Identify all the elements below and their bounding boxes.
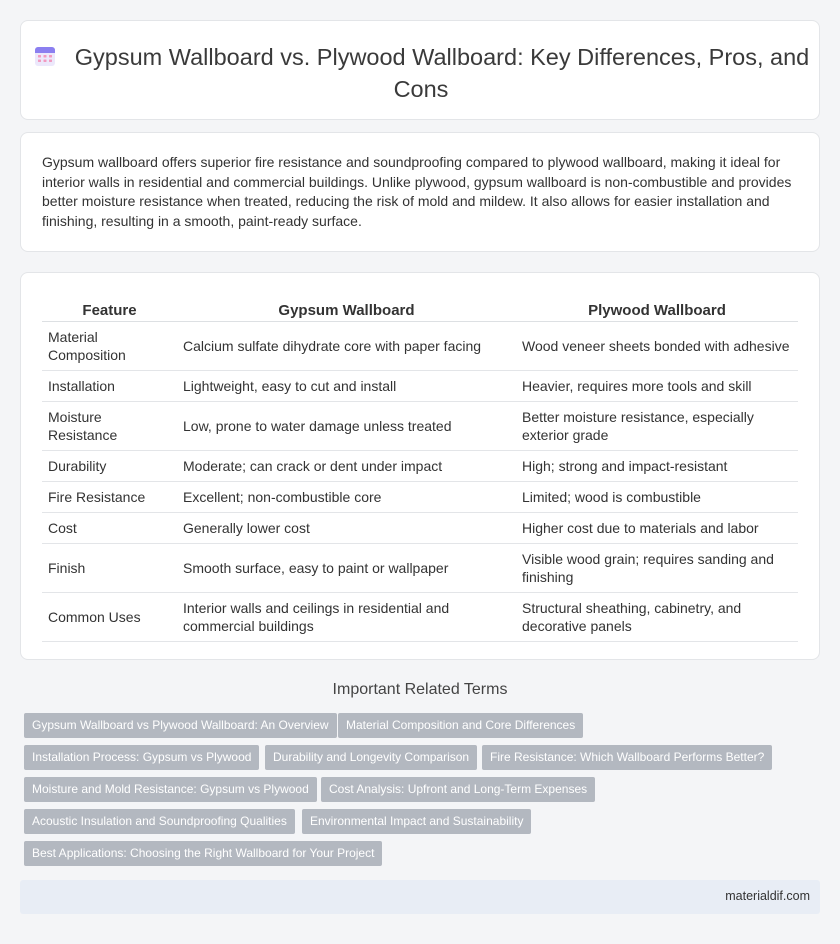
table-row — [42, 321, 798, 370]
table-cell: Material Composition — [42, 321, 177, 370]
title-card — [20, 20, 820, 120]
footer-bar — [20, 880, 820, 914]
table-row — [42, 512, 798, 543]
table-cell: Heavier, requires more tools and skill — [516, 370, 798, 401]
intro-paragraph: Gypsum wallboard offers superior fire resistance and soundproofing compared to plywood wallboard, making it ideal for interior walls in residential and commercial buildings. Unlike plywood, gypsum wallboard is non-combustible and provides better moisture resistance when treated, reducing the risk of mold and mildew. It also allows for easier installation and finishing, resulting in a smooth, paint-ready surface. — [42, 154, 792, 229]
page-title-row — [21, 41, 821, 105]
related-tag-durability[interactable]: Durability and Longevity Comparison — [265, 745, 477, 770]
related-tag-fire-resistance[interactable]: Fire Resistance: Which Wallboard Performs Better? — [482, 745, 772, 770]
table-cell: Structural sheathing, cabinetry, and decorative panels — [516, 592, 798, 641]
header-plywood: Plywood Wallboard — [516, 295, 798, 321]
table-cell: Better moisture resistance, especially exterior grade — [516, 401, 798, 450]
related-tag-environment[interactable]: Environmental Impact and Sustainability — [302, 809, 531, 834]
table-cell: Common Uses — [42, 592, 177, 641]
calendar-icon — [33, 44, 57, 68]
table-cell: Low, prone to water damage unless treated — [177, 401, 516, 450]
comparison-card — [20, 272, 820, 660]
table-cell: Interior walls and ceilings in residential and commercial buildings — [177, 592, 516, 641]
related-tag-composition[interactable]: Material Composition and Core Differences — [338, 713, 583, 738]
table-header-row — [42, 295, 798, 321]
related-tag-cost[interactable]: Cost Analysis: Upfront and Long-Term Expenses — [321, 777, 595, 802]
related-terms-title: Important Related Terms — [332, 681, 508, 698]
table-cell: Excellent; non-combustible core — [177, 481, 516, 512]
table-cell: Calcium sulfate dihydrate core with paper facing — [177, 321, 516, 370]
header-gypsum: Gypsum Wallboard — [177, 295, 516, 321]
related-tag-acoustic[interactable]: Acoustic Insulation and Soundproofing Qualities — [24, 809, 295, 834]
header-feature: Feature — [42, 295, 177, 321]
related-tag-applications[interactable]: Best Applications: Choosing the Right Wallboard for Your Project — [24, 841, 382, 866]
table-cell: Smooth surface, easy to paint or wallpaper — [177, 543, 516, 592]
table-cell: Higher cost due to materials and labor — [516, 512, 798, 543]
table-row — [42, 450, 798, 481]
footer-site: materialdif.com — [725, 889, 810, 903]
related-tag-overview[interactable]: Gypsum Wallboard vs Plywood Wallboard: An Overview — [24, 713, 337, 738]
intro-card — [20, 132, 820, 252]
table-row — [42, 370, 798, 401]
table-row — [42, 543, 798, 592]
table-cell: Moisture Resistance — [42, 401, 177, 450]
related-tag-installation[interactable]: Installation Process: Gypsum vs Plywood — [24, 745, 259, 770]
table-row — [42, 592, 798, 641]
table-cell: Cost — [42, 512, 177, 543]
table-cell: Installation — [42, 370, 177, 401]
table-cell: Visible wood grain; requires sanding and finishing — [516, 543, 798, 592]
table-cell: Lightweight, easy to cut and install — [177, 370, 516, 401]
table-row — [42, 481, 798, 512]
table-cell: High; strong and impact-resistant — [516, 450, 798, 481]
related-tag-moisture[interactable]: Moisture and Mold Resistance: Gypsum vs Plywood — [24, 777, 317, 802]
table-cell: Finish — [42, 543, 177, 592]
comparison-table — [42, 295, 798, 642]
table-cell: Generally lower cost — [177, 512, 516, 543]
table-cell: Durability — [42, 450, 177, 481]
page-title: Gypsum Wallboard vs. Plywood Wallboard: Key Differences, Pros, and Cons — [74, 44, 810, 102]
table-row — [42, 401, 798, 450]
table-cell: Limited; wood is combustible — [516, 481, 798, 512]
table-cell: Fire Resistance — [42, 481, 177, 512]
table-cell: Wood veneer sheets bonded with adhesive — [516, 321, 798, 370]
table-cell: Moderate; can crack or dent under impact — [177, 450, 516, 481]
